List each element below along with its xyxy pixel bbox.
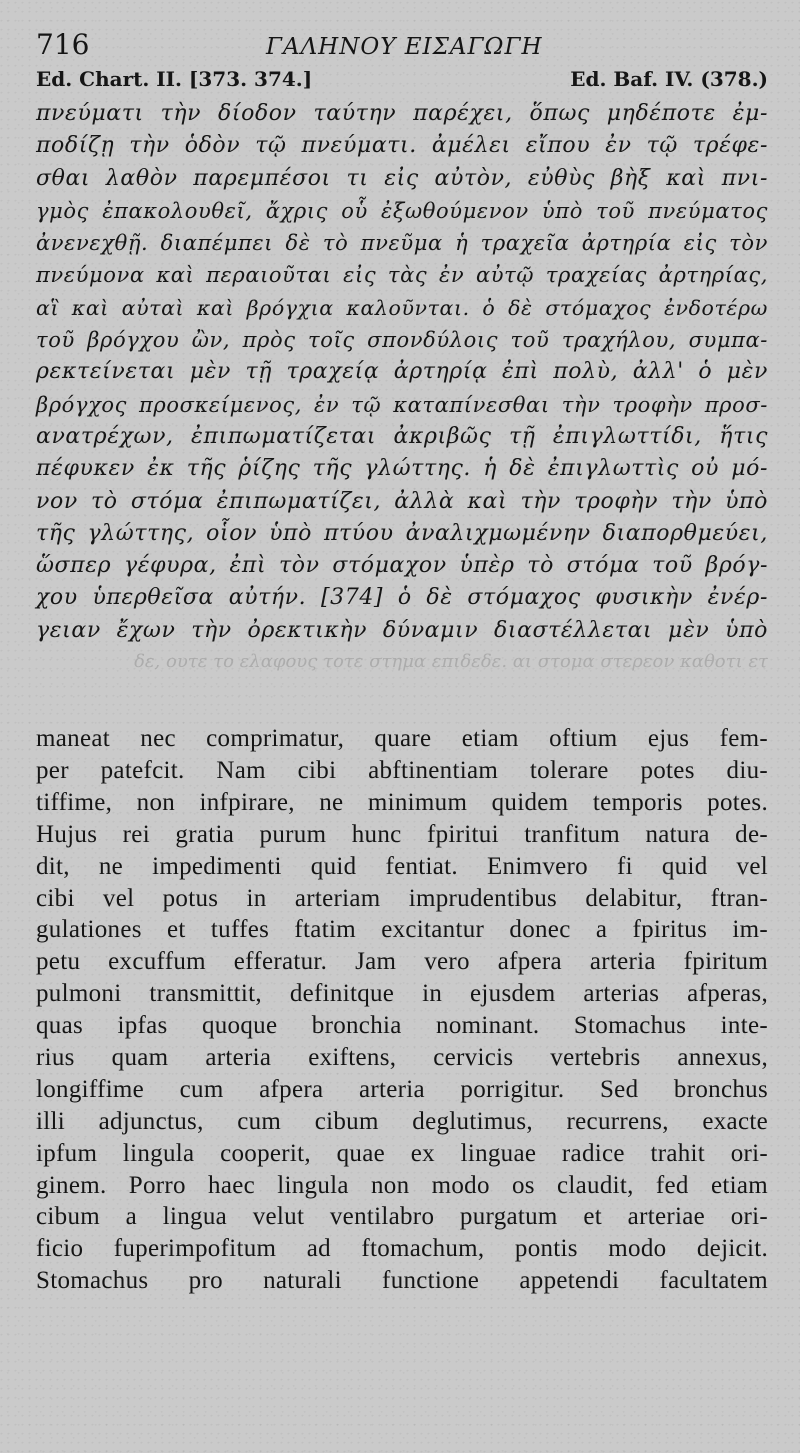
greek-text-line: γμὸς ἐπακολουθεῖ, ἄχρις οὗ ἐξωθούμενον ὑπὸ τοῦ πνεύματος: [36, 198, 768, 223]
latin-text-line: dit, ne impedimenti quid fentiat. Enimvero fi quid vel: [36, 852, 768, 880]
greek-text-line: πνεύματι τὴν δίοδον ταύτην παρέχει, ὅπως μηδέποτε ἐμ-: [36, 101, 768, 126]
latin-text-line: per patefcit. Nam cibi abftinentiam tolerare potes diu-: [36, 756, 768, 784]
running-title: ΓΑΛΗΝΟΥ ΕΙΣΑΓΩΓΗ: [266, 34, 543, 60]
latin-text-line: illi adjunctus, cum cibum deglutimus, recurrens, exacte: [36, 1107, 768, 1135]
latin-text-line: ginem. Porro haec lingula non modo os claudit, fed etiam: [36, 1171, 768, 1199]
latin-text-line: cibi vel potus in arteriam imprudentibus delabitur, ftran-: [36, 884, 768, 912]
page-number: 716: [36, 28, 90, 61]
greek-text-line: ρεκτείνεται μὲν τῇ τραχείᾳ ἀρτηρίᾳ ἐπὶ πολὺ, ἀλλ' ὁ μὲν: [36, 359, 768, 385]
greek-text-line: χου ὑπερθεῖσα αὐτήν. [374] ὁ δὲ στόμαχος φυσικὴν ἐνέρ-: [36, 585, 768, 611]
latin-text-line: longiffime cum afpera arteria porrigitur. Sed bronchus: [36, 1075, 768, 1103]
edition-reference-left: Ed. Chart. II. [373. 374.]: [36, 67, 313, 91]
greek-text-line: βρόγχος προσκείμενος, ἐν τῷ καταπίνεσθαι τὴν τροφὴν προσ-: [36, 392, 768, 417]
page-header: [36, 28, 768, 64]
edition-reference-right: Ed. Baf. IV. (378.): [570, 67, 768, 91]
latin-text-line: Stomachus pro naturali functione appetendi facultatem: [36, 1267, 768, 1295]
latin-text-block: [36, 723, 768, 1297]
greek-text-block: [36, 98, 768, 647]
latin-text-line: rius quam arteria exiftens, cervicis vertebris annexus,: [36, 1043, 768, 1071]
latin-text-line: pulmoni transmittit, definitque in ejusdem arterias afperas,: [36, 980, 768, 1008]
greek-text-line: ἀνενεχθῇ. διαπέμπει δὲ τὸ πνεῦμα ἡ τραχεῖα ἀρτηρία εἰς τὸν: [36, 231, 768, 256]
latin-text-line: ficio fuperimpofitum ad ftomachum, pontis modo dejicit.: [36, 1235, 768, 1263]
greek-text-line: ποδίζῃ τὴν ὁδὸν τῷ πνεύματι. ἀμέλει εἴπου ἐν τῷ τρέφε-: [36, 133, 768, 159]
latin-text-line: maneat nec comprimatur, quare etiam oftium ejus fem-: [36, 725, 768, 753]
greek-text-line: τῆς γλώττης, οἷον ὑπὸ πτύου ἀναλιχμωμένην διαπορθμεύει,: [36, 520, 768, 546]
greek-text-line: ανατρέχων, ἐπιπωματίζεται ἀκριβῶς τῇ ἐπιγλωττίδι, ἥτις: [36, 423, 768, 449]
latin-text-line: petu excuffum efferatur. Jam vero afpera arteria fpiritum: [36, 948, 768, 976]
latin-text-line: gulationes et tuffes ftatim excitantur donec a fpiritus im-: [36, 916, 768, 944]
latin-text-line: ipfum lingula cooperit, quae ex linguae radice trahit ori-: [36, 1139, 768, 1167]
section-gap: [36, 681, 768, 723]
edition-references: [36, 64, 768, 94]
greek-text-line: πνεύμονα καὶ περαιοῦται εἰς τὰς ἐν αὐτῷ τραχείας ἀρτηρίας,: [36, 263, 768, 288]
latin-text-line: tiffime, non infpirare, ne minimum quidem temporis potes.: [36, 788, 768, 816]
bleed-through-text: δε, ουτε το ελαφους τοτε στημα επιδεδε. αι στομα στερεον καθοτι ετ: [134, 651, 768, 673]
greek-text-line: ὥσπερ γέφυρα, ἐπὶ τὸν στόμαχον ὑπὲρ τὸ στόμα τοῦ βρόγ-: [36, 553, 768, 579]
greek-text-line: σθαι λαθὸν παρεμπέσοι τι εἰς αὐτὸν, εὐθὺς βὴξ καὶ πνι-: [36, 165, 768, 191]
greek-text-line: τοῦ βρόγχου ὢν, πρὸς τοῖς σπονδύλοις τοῦ τραχήλου, συμπα-: [36, 328, 768, 353]
latin-text-line: quas ipfas quoque bronchia nominant. Stomachus inte-: [36, 1012, 768, 1040]
latin-text-line: Hujus rei gratia purum hunc fpiritui tranfitum natura de-: [36, 820, 768, 848]
latin-text-line: cibum a lingua velut ventilabro purgatum et arteriae ori-: [36, 1203, 768, 1231]
greek-text-line: νον τὸ στόμα ἐπιπωματίζει, ἀλλὰ καὶ τὴν τροφὴν τὴν ὑπὸ: [36, 488, 768, 514]
greek-text-line: αἳ καὶ αὐταὶ καὶ βρόγχια καλοῦνται. ὁ δὲ στόμαχος ἐνδοτέρω: [36, 295, 768, 320]
greek-text-line: πέφυκεν ἐκ τῆς ῥίζης τῆς γλώττης. ἡ δὲ ἐπιγλωττὶς οὐ μό-: [36, 456, 768, 482]
greek-text-line: γειαν ἔχων τὴν ὀρεκτικὴν δύναμιν διαστέλλεται μὲν ὑπὸ: [36, 617, 768, 643]
